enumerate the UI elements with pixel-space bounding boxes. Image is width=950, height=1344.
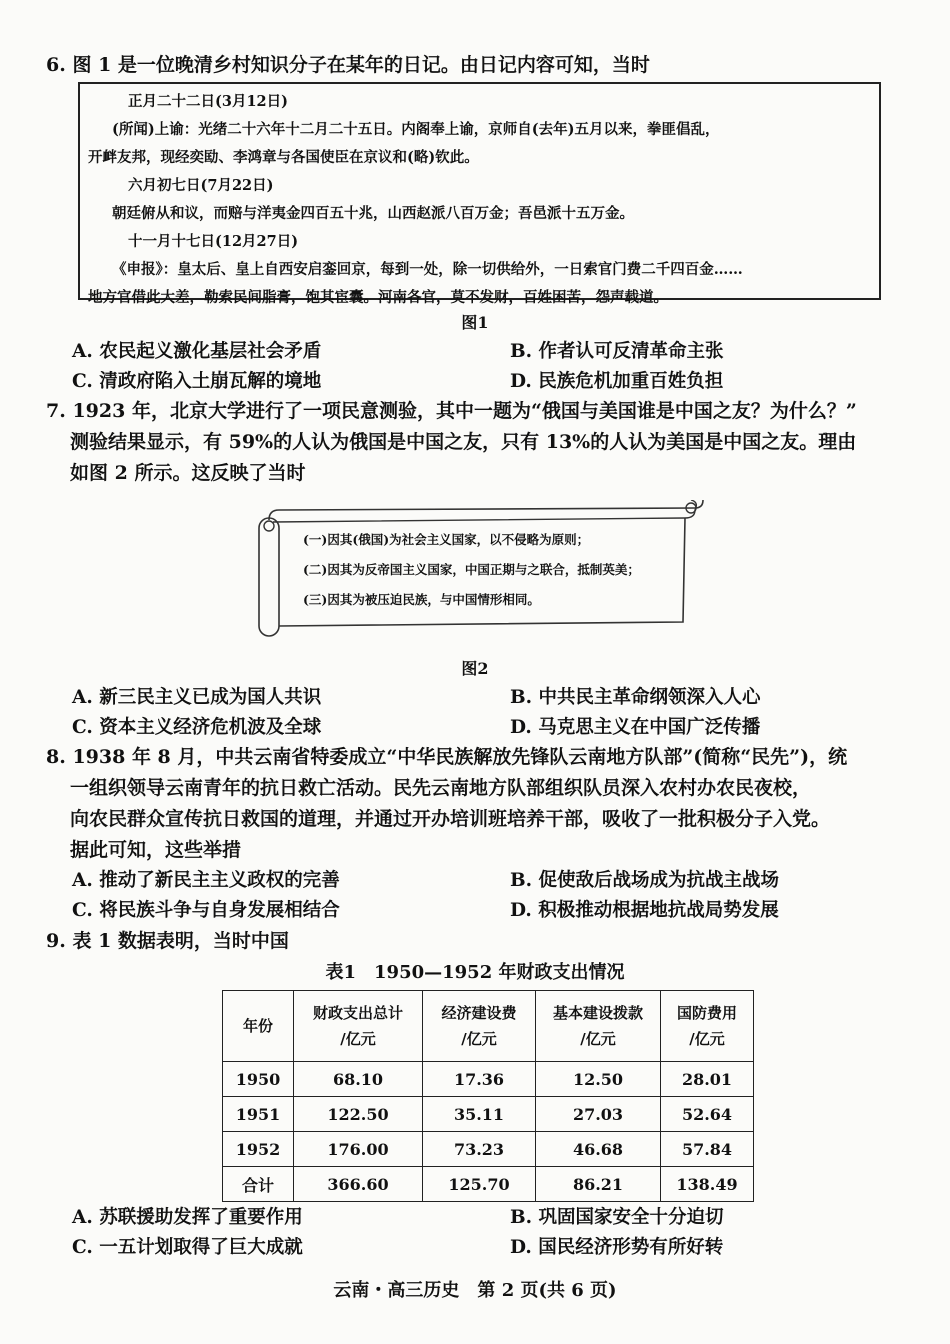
table-cell: 68.10 [294,1062,423,1097]
table-cell: 27.03 [536,1097,661,1132]
option-c[interactable]: C. 资本主义经济危机波及全球 [72,717,322,738]
table-1-title: 表1 1950—1952 年财政支出情况 [325,962,625,983]
q8-stem [46,742,910,866]
option-d[interactable]: D. 民族危机加重百姓负担 [510,371,724,392]
option-d[interactable]: D. 马克思主义在中国广泛传播 [510,717,761,738]
table-cell: 12.50 [536,1062,661,1097]
table-cell: 1950 [223,1062,294,1097]
q6-options [72,337,892,397]
figure-2-caption: 图2 [461,659,489,678]
table-cell: 1952 [223,1132,294,1167]
option-a[interactable]: A. 苏联援助发挥了重要作用 [72,1207,303,1228]
q8-stem-line: 据此可知，这些举措 [70,839,242,861]
option-c[interactable]: C. 清政府陷入土崩瓦解的境地 [72,371,322,392]
header-construction [536,991,661,1062]
scroll-line: (二)因其为反帝国主义国家，中国正期与之联合，抵制英美； [303,562,640,577]
header-total [294,991,423,1062]
q9-options [72,1203,892,1263]
option-d[interactable]: D. 积极推动根据地抗战局势发展 [510,900,779,921]
header-economic [423,991,536,1062]
header-unit: /亿元 [580,1030,616,1048]
q7-options [72,683,892,743]
option-a[interactable]: A. 推动了新民主主义政权的完善 [72,870,340,891]
diary-line: 地方官借此大差，勒索民间脂膏，饱其宦囊。河南各官，莫不发财，百姓困苦，怨声载道。 [88,289,668,306]
diary-line: (所闻)上谕：光绪二十六年十二月二十五日。内阁奉上谕，京师自(去年)五月以来，拳匪倡乱， [112,121,720,138]
table-cell: 125.70 [423,1167,536,1202]
option-d[interactable]: D. 国民经济形势有所好转 [510,1237,724,1258]
diary-line: 正月二十二日(3月12日) [128,93,288,110]
option-b[interactable]: B. 促使敌后战场成为抗战主战场 [510,870,780,891]
q8-stem-line: 一组织领导云南青年的抗日救亡活动。民先云南地方队部组织队员深入农村办农民夜校， [70,777,812,799]
table-row [223,1167,754,1202]
table-cell: 46.68 [536,1132,661,1167]
diary-line: 《申报》：皇太后、皇上自西安启銮回京，每到一处，除一切供给外，一日索官门费二千四百金…… [112,261,743,278]
header-label: 财政支出总计 [312,1004,403,1022]
table-cell: 35.11 [423,1097,536,1132]
header-label: 年份 [242,1017,273,1035]
q8-options [72,866,892,926]
option-b[interactable]: B. 巩固国家安全十分迫切 [510,1207,724,1228]
header-unit: /亿元 [689,1030,725,1048]
header-label: 国防费用 [676,1004,737,1022]
table-header-row [223,991,754,1062]
q7-stem-line: 7. 1923 年，北京大学进行了一项民意测验，其中一题为“俄国与美国谁是中国之友？为什么？” [46,400,857,422]
q8-stem-line: 8. 1938 年 8 月，中共云南省特委成立“中华民族解放先锋队云南地方队部”(简称“民先”)，统 [46,746,848,768]
header-defense [661,991,754,1062]
q6-stem: 6. 图 1 是一位晚清乡村知识分子在某年的日记。由日记内容可知，当时 [46,54,650,76]
table-cell: 57.84 [661,1132,754,1167]
q7-stem-line: 测验结果显示，有 59%的人认为俄国是中国之友，只有 13%的人认为美国是中国之友。理由 [70,431,857,453]
table-cell: 366.60 [294,1167,423,1202]
table-cell: 52.64 [661,1097,754,1132]
header-label: 经济建设费 [441,1004,517,1022]
option-a[interactable]: A. 农民起义激化基层社会矛盾 [72,341,322,362]
scroll-line: (三)因其为被压迫民族，与中国情形相同。 [303,592,540,607]
table-cell: 73.23 [423,1132,536,1167]
header-label: 基本建设拨款 [552,1004,643,1022]
table-cell: 138.49 [661,1167,754,1202]
diary-line: 六月初七日(7月22日) [128,177,274,194]
table-cell: 86.21 [536,1167,661,1202]
header-unit: /亿元 [340,1030,376,1048]
table-cell: 1951 [223,1097,294,1132]
table-row [223,1062,754,1097]
diary-box [78,82,881,306]
option-c[interactable]: C. 一五计划取得了巨大成就 [72,1237,303,1258]
q9-stem: 9. 表 1 数据表明，当时中国 [46,930,289,952]
header-year [223,991,294,1062]
page-footer: 云南・高三历史 第 2 页(共 6 页) [333,1280,617,1301]
diary-line: 朝廷俯从和议，而赔与洋夷金四百五十兆，山西赵派八百万金；吾邑派十五万金。 [112,205,634,222]
option-b[interactable]: B. 中共民主革命纲领深入人心 [510,687,761,708]
q7-stem [46,396,910,489]
q8-stem-line: 向农民群众宣传抗日救国的道理，并通过开办培训班培养干部，吸收了一批积极分子入党。 [70,808,831,830]
option-c[interactable]: C. 将民族斗争与自身发展相结合 [72,900,340,921]
scroll-line: (一)因其(俄国)为社会主义国家，以不侵略为原则； [303,532,590,547]
diary-line: 十一月十七日(12月27日) [128,233,299,250]
option-b[interactable]: B. 作者认可反清革命主张 [510,341,724,362]
fiscal-table [222,990,754,1202]
header-unit: /亿元 [461,1030,497,1048]
table-cell: 17.36 [423,1062,536,1097]
option-a[interactable]: A. 新三民主义已成为国人共识 [72,687,322,708]
figure-1-caption: 图1 [461,313,489,332]
scroll-figure [255,500,707,640]
q7-stem-line: 如图 2 所示。这反映了当时 [70,462,306,484]
table-cell: 176.00 [294,1132,423,1167]
table-cell: 122.50 [294,1097,423,1132]
diary-line: 开衅友邦，现经奕劻、李鸿章与各国使臣在京议和(略)钦此。 [88,149,479,166]
table-cell: 28.01 [661,1062,754,1097]
table-row [223,1132,754,1167]
table-cell: 合计 [223,1167,294,1202]
table-row [223,1097,754,1132]
